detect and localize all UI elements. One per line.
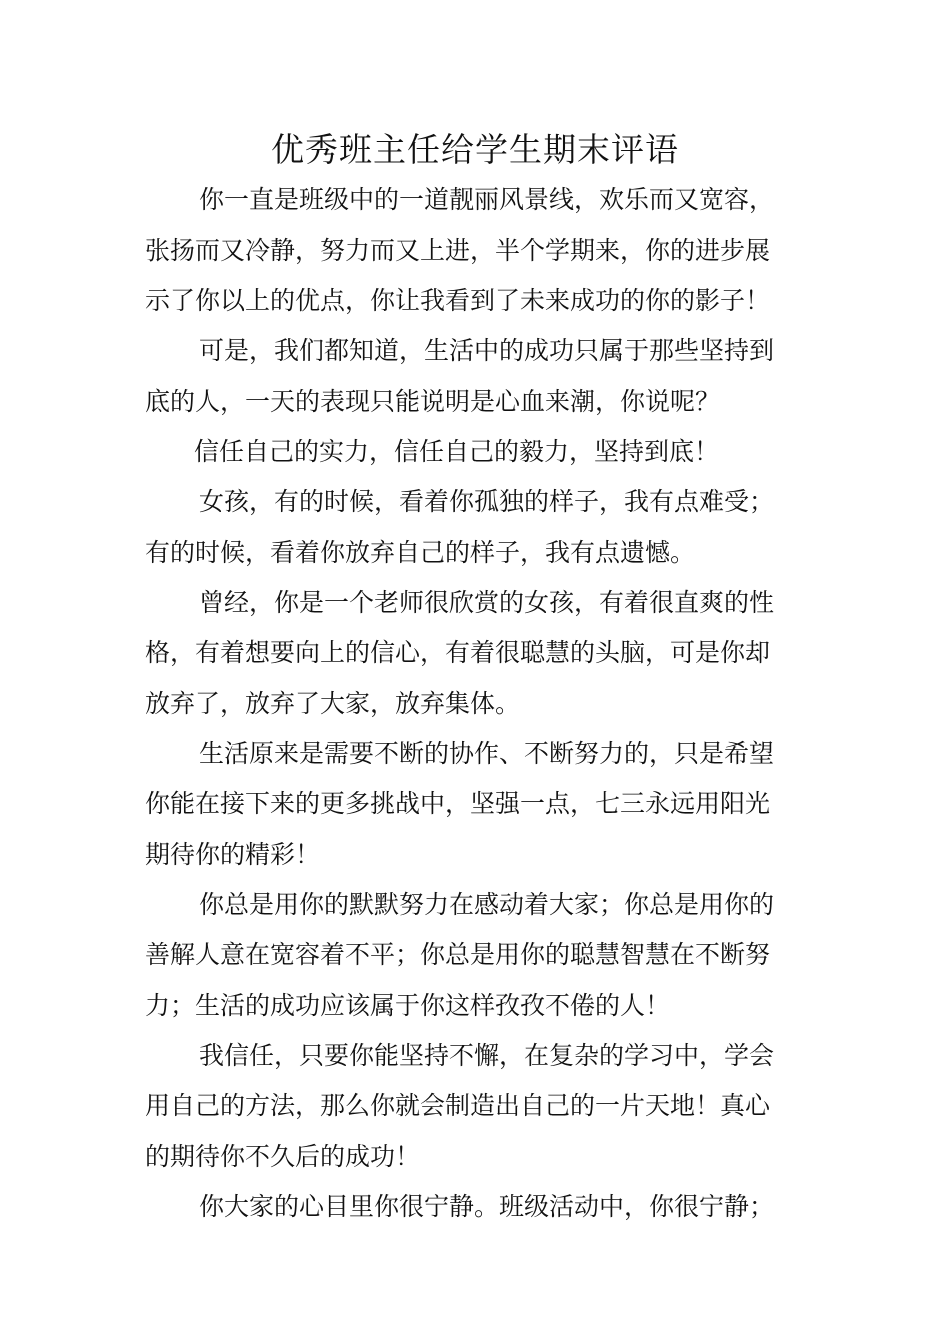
paragraph-line: 女孩，有的时候，看着你孤独的样子，我有点难受； xyxy=(199,487,775,516)
paragraph-line: 生活原来是需要不断的协作、不断努力的，只是希望 xyxy=(199,739,775,768)
paragraph-line: 张扬而又冷静，努力而又上进，半个学期来，你的进步展 xyxy=(145,236,771,265)
paragraph-line: 信任自己的实力，信任自己的毅力，坚持到底！ xyxy=(194,437,720,466)
paragraph-line: 善解人意在宽容着不平；你总是用你的聪慧智慧在不断努 xyxy=(145,940,771,969)
document-title: 优秀班主任给学生期末评语 xyxy=(271,130,679,169)
paragraph-line: 期待你的精彩！ xyxy=(145,840,321,869)
paragraph-line: 示了你以上的优点，你让我看到了未来成功的你的影子！ xyxy=(145,286,771,315)
paragraph-line: 我信任，只要你能坚持不懈，在复杂的学习中，学会 xyxy=(199,1041,775,1070)
paragraph-line: 你大家的心目里你很宁静。班级活动中，你很宁静； xyxy=(199,1192,775,1221)
paragraph-line: 可是，我们都知道，生活中的成功只属于那些坚持到 xyxy=(199,336,775,365)
paragraph-line: 用自己的方法，那么你就会制造出自己的一片天地！真心 xyxy=(145,1091,771,1120)
paragraph-line: 的期待你不久后的成功！ xyxy=(145,1142,421,1171)
paragraph-line: 有的时候，看着你放弃自己的样子，我有点遗憾。 xyxy=(145,538,696,567)
paragraph-line: 曾经，你是一个老师很欣赏的女孩，有着很直爽的性 xyxy=(199,588,775,617)
paragraph-line: 力；生活的成功应该属于你这样孜孜不倦的人！ xyxy=(145,991,671,1020)
paragraph-line: 放弃了，放弃了大家，放弃集体。 xyxy=(145,689,521,718)
paragraph-line: 你能在接下来的更多挑战中，坚强一点，七三永远用阳光 xyxy=(145,789,771,818)
paragraph-line: 底的人，一天的表现只能说明是心血来潮，你说呢？ xyxy=(145,387,721,416)
paragraph-line: 格，有着想要向上的信心，有着很聪慧的头脑，可是你却 xyxy=(145,638,771,667)
paragraph-line: 你一直是班级中的一道靓丽风景线，欢乐而又宽容， xyxy=(199,185,775,214)
paragraph-line: 你总是用你的默默努力在感动着大家；你总是用你的 xyxy=(199,890,775,919)
